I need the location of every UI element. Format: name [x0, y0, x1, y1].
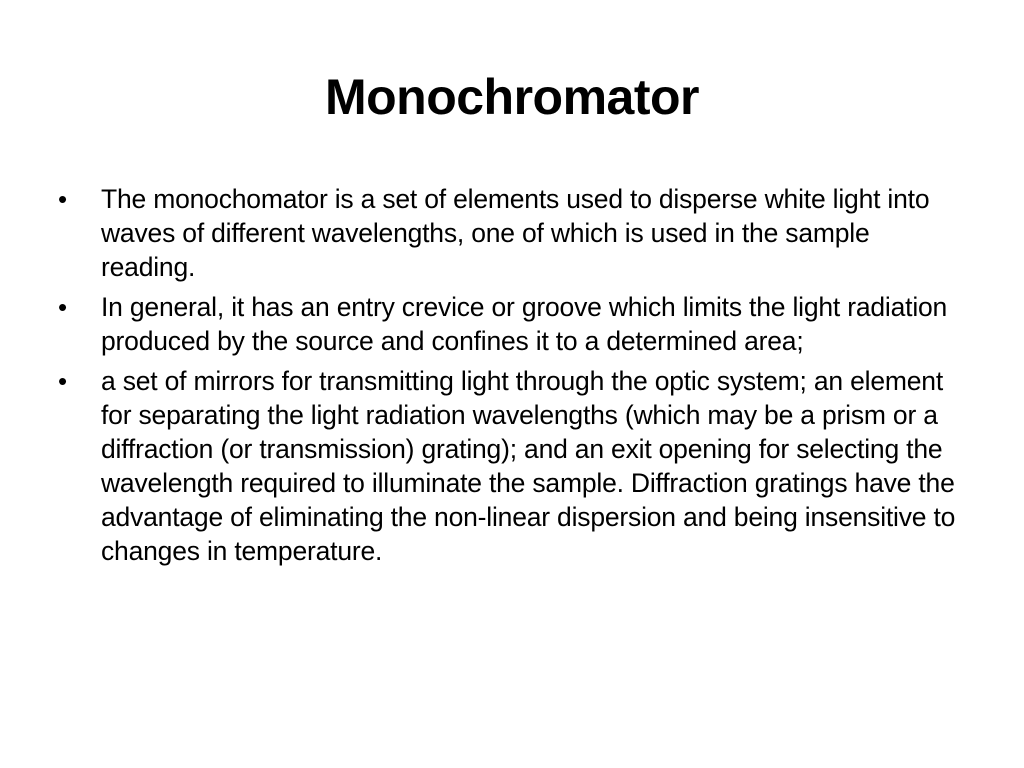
bullet-text: The monochomator is a set of elements used to disperse white light into waves of different wavelengths, one of which is used in the sample reading. — [101, 184, 930, 282]
bullet-list — [54, 182, 970, 574]
bullet-text: a set of mirrors for transmitting light through the optic system; an element for separating the light radiation wavelengths (which may be a prism or a diffraction (or transmission) grating); and an exit opening for selecting the wavelength required to illuminate the sample. Diffraction gratings have the advantage of eliminating the non-linear dispersion and being insensitive to changes in temperature. — [101, 366, 956, 566]
bullet-item — [54, 364, 970, 568]
bullet-item — [54, 182, 970, 284]
bullet-icon: • — [58, 366, 67, 396]
bullet-item — [54, 290, 970, 358]
bullet-icon: • — [58, 184, 67, 214]
slide-title: Monochromator — [324, 69, 700, 125]
bullet-icon: • — [58, 292, 67, 322]
bullet-text: In general, it has an entry crevice or groove which limits the light radiation produced by the source and confines it to a determined area; — [101, 292, 948, 356]
